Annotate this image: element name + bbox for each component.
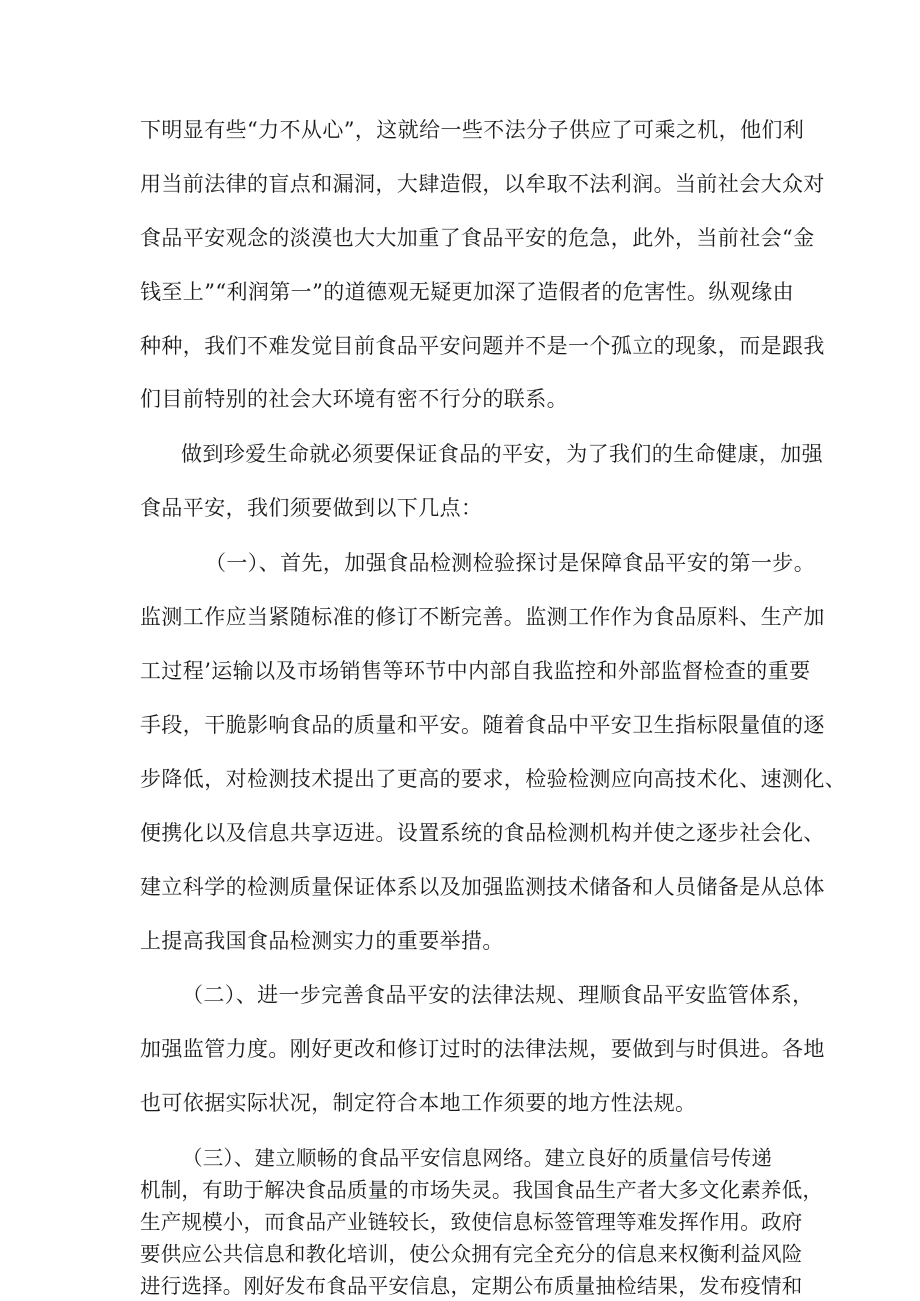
text-line: 上提高我国食品检测实力的重要举措。 bbox=[140, 929, 504, 953]
text-line: 工过程’运输以及市场销售等环节中内部自我监控和外部监督检查的重要 bbox=[140, 659, 811, 683]
text-line: 也可依据实际状况，制定符合本地工作须要的地方性法规。 bbox=[140, 1091, 697, 1115]
text-line: 进行选择。刚好发布食品平安信息，定期公布质量抽检结果，发布疫情和 bbox=[140, 1274, 803, 1298]
text-line: （一）、首先，加强食品检测检验探讨是保障食品平安的第一步。 bbox=[205, 551, 816, 575]
text-line: 步降低，对检测技术提出了更高的要求，检验检测应向高技术化、速测化、 bbox=[140, 767, 847, 791]
text-line: 监测工作应当紧随标准的修订不断完善。监测工作作为食品原料、生产加 bbox=[140, 605, 825, 629]
text-line: 食品平安观念的淡漠也大大加重了食品平安的危急，此外，当前社会“金 bbox=[140, 226, 815, 250]
text-line: （三）、建立顺畅的食品平安信息网络。建立良好的质量信号传递 bbox=[182, 1146, 773, 1170]
text-line: 们目前特别的社会大环境有密不行分的联系。 bbox=[140, 387, 568, 411]
text-line: 生产规模小，而食品产业链较长，致使信息标签管理等难发挥作用。政府 bbox=[140, 1210, 803, 1234]
text-line: 要供应公共信息和教化培训，使公众拥有完全充分的信息来权衡利益风险 bbox=[140, 1242, 803, 1266]
text-line: 用当前法律的盲点和漏洞，大肆造假，以牟取不法利润。当前社会大众对 bbox=[140, 172, 825, 196]
text-line: 下明显有些“力不从心”，这就给一些不法分子供应了可乘之机，他们利 bbox=[140, 118, 805, 142]
text-line: 建立科学的检测质量保证体系以及加强监测技术储备和人员储备是从总体 bbox=[140, 875, 825, 899]
text-line: 种种，我们不难发觉目前食品平安问题并不是一个孤立的现象，而是跟我 bbox=[140, 334, 825, 358]
text-line: 机制，有助于解决食品质量的市场失灵。我国食品生产者大多文化素养低， bbox=[140, 1178, 824, 1202]
text-line: 钱至上”“利润第一”的道德观无疑更加深了造假者的危害性。纵观缘由 bbox=[140, 280, 795, 304]
text-line: 手段，干脆影响食品的质量和平安。随着食品中平安卫生指标限量值的逐 bbox=[140, 713, 825, 737]
text-line: 便携化以及信息共享迈进。设置系统的食品检测机构并使之逐步社会化、 bbox=[140, 821, 825, 845]
text-line: 食品平安，我们须要做到以下几点： bbox=[140, 496, 483, 520]
text-line: （二）、进一步完善食品平安的法律法规、理顺食品平安监管体系， bbox=[182, 983, 814, 1007]
text-line: 做到珍爱生命就必须要保证食品的平安，为了我们的生命健康，加强 bbox=[181, 442, 823, 466]
text-line: 加强监管力度。刚好更改和修订过时的法律法规，要做到与时俱进。各地 bbox=[140, 1037, 825, 1061]
